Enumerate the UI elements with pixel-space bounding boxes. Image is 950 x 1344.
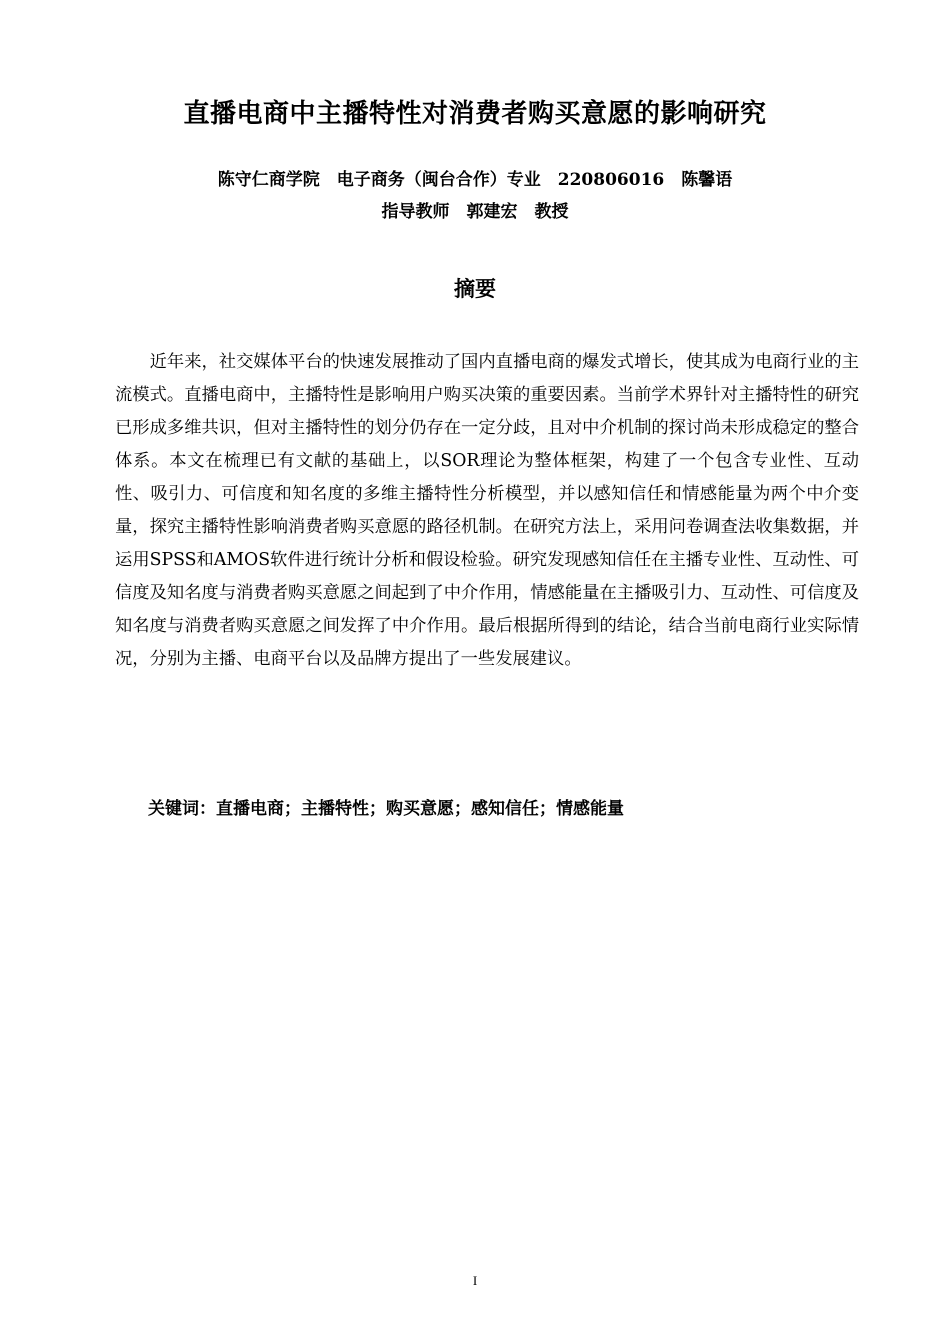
abstract-heading: 摘要 (454, 277, 496, 301)
advisor-info: 指导教师 郭建宏 教授 (381, 202, 569, 222)
author-info: 陈守仁商学院 电子商务（闽台合作）专业 220806016 陈馨语 (217, 170, 733, 190)
keywords: 关键词：直播电商；主播特性；购买意愿；感知信任；情感能量 (148, 799, 624, 819)
paper-title: 直播电商中主播特性对消费者购买意愿的影响研究 (183, 99, 767, 129)
abstract-paragraph: 近年来，社交媒体平台的快速发展推动了国内直播电商的爆发式增长，使其成为电商行业的主流模式。直播电商中，主播特性是影响用户购买决策的重要因素。当前学术界针对主播特性的研究已形成多维共识，但对主播特性的划分仍存在一定分歧，且对中介机制的探讨尚未形成稳定的整合体系。本文在梳理已有文献的基础上，以SOR理论为整体框架，构建了一个包含专业性、互动性、吸引力、可信度和知名度的多维主播特性分析模型，并以感知信任和情感能量为两个中介变量，探究主播特性影响消费者购买意愿的路径机制。在研究方法上，采用问卷调查法收集数据，并运用SPSS和AMOS软件进行统计分析和假设检验。研究发现感知信任在主播专业性、互动性、可信度及知名度与消费者购买意愿之间起到了中介作用，情感能量在主播吸引力、互动性、可信度及知名度与消费者购买意愿之间发挥了中介作用。最后根据所得到的结论，结合当前电商行业实际情况，分别为主播、电商平台以及品牌方提出了一些发展建议。 (115, 352, 859, 669)
page-number: I (472, 1273, 478, 1288)
